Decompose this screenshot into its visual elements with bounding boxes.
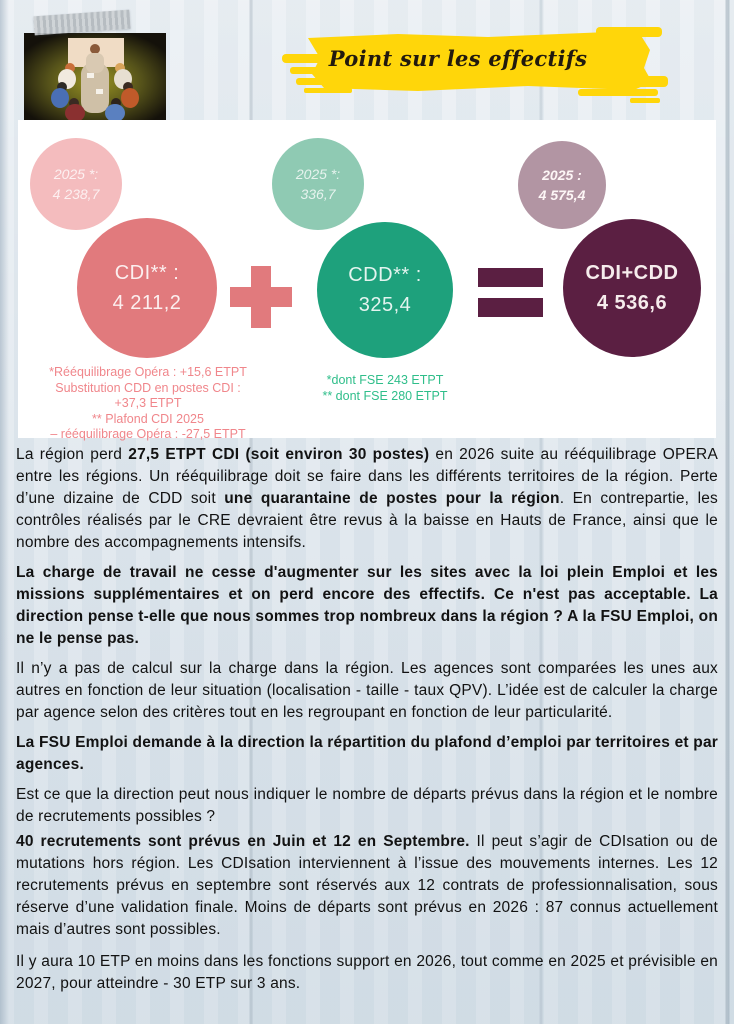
cdi-bubble	[77, 218, 217, 358]
text-segment: . En contrepartie, les contrôles réalisés par le CRE devraient être revus à la baisse en Hauts de France, ainsi que le nombre des accompagnements intensifs.	[16, 490, 718, 551]
cdi-footnote-line: +37,3 ETPT	[114, 396, 182, 410]
cdd-2025-value: 336,7	[300, 186, 336, 202]
cdi-footnote-line: – rééquilibrage Opéra : -27,5 ETPT	[50, 427, 246, 441]
paragraph-region-perd	[16, 444, 718, 554]
cdi-footnote-line: *Rééquilibrage Opéra : +15,6 ETPT	[49, 365, 247, 379]
text-segment: Est ce que la direction peut nous indiquer le nombre de départs prévus dans la région et le nombre de recrutements possibles ?	[16, 786, 718, 825]
text-segment: en 2026 suite au rééquilibrage OPERA entre les régions. Un rééquilibrage doit se faire dans les différents territoires de la région. Perte d’une dizaine de CDD soit	[16, 446, 718, 507]
total-value: 4 536,6	[596, 292, 668, 314]
text-segment: Il peut s’agir de CDIsation ou de mutations hors région. Les CDIsation interviennent à l’issue des mouvements internes. Les 12 recrutements prévus en septembre sont réservés aux 12 contrats de professionnalisation, sous réserve d’une validation finale. Moins de départs sont prévus en 2026 : 87 connus actuellement mais d’autres sont possibles.	[16, 833, 718, 938]
cdi-2025-label: 2025 *:	[53, 166, 99, 182]
cdd-value: 325,4	[358, 294, 412, 316]
cdd-footnote-line: ** dont FSE 280 ETPT	[322, 388, 448, 403]
text-segment-bold: une quarantaine de postes pour la région	[224, 490, 560, 507]
text-segment: Il n’y a pas de calcul sur la charge dans la région. Les agences sont comparées les unes aux autres en fonction de leur situation (localisation - taille - taux QPV). L’idée est de calculer la charge par agence selon des critères tout en les regroupant en fonction de leur particularité.	[16, 660, 718, 721]
staffing-diagram-panel	[18, 120, 716, 441]
paragraph-charge-travail	[16, 562, 718, 650]
title-banner	[278, 24, 668, 108]
cdi-footnote-line: Substitution CDD en postes CDI :	[55, 380, 241, 395]
cdd-2025-bubble	[272, 138, 364, 230]
total-2025-bubble	[518, 141, 606, 229]
page-title: Point sur les effectifs	[328, 46, 588, 71]
text-segment-bold: 27,5 ETPT CDI (soit environ 30 postes)	[128, 446, 430, 463]
text-segment-bold: La FSU Emploi demande à la direction la répartition du plafond d’emploi par territoires et par agences.	[16, 734, 718, 773]
total-label: CDI+CDD	[585, 262, 679, 284]
total-2025-value: 4 575,4	[538, 187, 586, 203]
tape-decoration	[33, 10, 130, 36]
meeting-illustration-graphic	[24, 33, 166, 121]
cdi-footnote	[28, 365, 268, 443]
cdd-label: CDD** :	[348, 264, 422, 286]
cdd-footnote-line: *dont FSE 243 ETPT	[326, 373, 444, 387]
paragraph-recrutements	[16, 831, 718, 941]
paragraph-fsu-demande	[16, 732, 718, 776]
total-2025-label: 2025 :	[542, 167, 582, 183]
cdi-footnote-line: ** Plafond CDI 2025	[92, 411, 204, 426]
cdd-2025-label: 2025 *:	[295, 166, 341, 182]
cdi-2025-bubble	[30, 138, 122, 230]
text-segment: La région perd	[16, 446, 129, 463]
paragraph-etp-support	[16, 951, 718, 995]
article-body	[16, 444, 718, 995]
text-segment-bold: 40 recrutements sont prévus en Juin et 12 en Septembre.	[16, 833, 470, 850]
paragraph-question-departs	[16, 784, 718, 828]
cdi-value: 4 211,2	[112, 292, 182, 314]
cdi-2025-value: 4 238,7	[52, 186, 100, 202]
text-segment-bold: La charge de travail ne cesse d'augmenter sur les sites avec la loi plein Emploi et les missions supplémentaires et on perd encore des effectifs. Ce n'est pas acceptable. La direction pense t-elle que nous sommes trop nombreux dans la région ? A la FSU Emploi, on ne le pense pas.	[16, 564, 718, 647]
equals-icon	[478, 268, 543, 318]
paragraph-calcul-charge	[16, 658, 718, 724]
cdd-bubble	[317, 222, 453, 358]
cdd-footnote	[295, 373, 475, 404]
meeting-photo	[24, 33, 166, 121]
cdi-label: CDI** :	[114, 262, 180, 284]
total-bubble	[563, 219, 701, 357]
plus-icon	[230, 266, 292, 328]
text-segment: Il y aura 10 ETP en moins dans les fonctions support en 2026, tout comme en 2025 et prévisible en 2027, pour atteindre - 30 ETP sur 3 ans.	[16, 953, 718, 992]
